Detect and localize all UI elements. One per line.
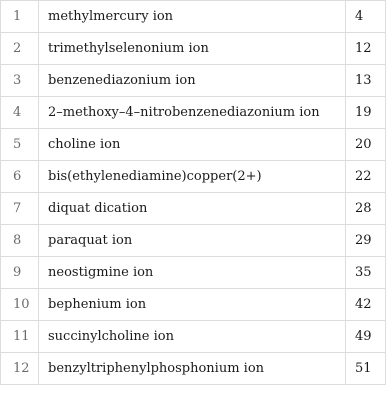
compound-name: 2–methoxy–4–nitrobenzenediazonium ion — [39, 97, 346, 129]
row-index: 3 — [1, 65, 39, 97]
row-value: 12 — [346, 33, 386, 65]
row-index: 2 — [1, 33, 39, 65]
compound-name: trimethylselenonium ion — [39, 33, 346, 65]
table-row — [1, 225, 386, 257]
compound-name: bis(ethylenediamine)copper(2+) — [39, 161, 346, 193]
row-index: 11 — [1, 321, 39, 353]
table-row — [1, 129, 386, 161]
row-value: 42 — [346, 289, 386, 321]
row-index: 4 — [1, 97, 39, 129]
row-value: 13 — [346, 65, 386, 97]
row-value: 20 — [346, 129, 386, 161]
compound-name: choline ion — [39, 129, 346, 161]
compound-name: succinylcholine ion — [39, 321, 346, 353]
table-row — [1, 65, 386, 97]
compound-name: bephenium ion — [39, 289, 346, 321]
table-row — [1, 321, 386, 353]
table-row — [1, 193, 386, 225]
table-row — [1, 1, 386, 33]
row-value: 35 — [346, 257, 386, 289]
row-index: 9 — [1, 257, 39, 289]
row-value: 22 — [346, 161, 386, 193]
table-row — [1, 353, 386, 385]
compound-name: benzenediazonium ion — [39, 65, 346, 97]
compound-name: neostigmine ion — [39, 257, 346, 289]
table-row — [1, 161, 386, 193]
row-value: 51 — [346, 353, 386, 385]
table-row — [1, 289, 386, 321]
row-index: 1 — [1, 1, 39, 33]
row-index: 8 — [1, 225, 39, 257]
row-value: 28 — [346, 193, 386, 225]
row-index: 6 — [1, 161, 39, 193]
compound-name: diquat dication — [39, 193, 346, 225]
table-row — [1, 97, 386, 129]
table-row — [1, 33, 386, 65]
row-value: 4 — [346, 1, 386, 33]
row-index: 5 — [1, 129, 39, 161]
compound-name: paraquat ion — [39, 225, 346, 257]
compound-name: methylmercury ion — [39, 1, 346, 33]
table-row — [1, 257, 386, 289]
row-index: 12 — [1, 353, 39, 385]
compound-name: benzyltriphenylphosphonium ion — [39, 353, 346, 385]
row-value: 19 — [346, 97, 386, 129]
row-value: 29 — [346, 225, 386, 257]
row-index: 7 — [1, 193, 39, 225]
row-value: 49 — [346, 321, 386, 353]
row-index: 10 — [1, 289, 39, 321]
